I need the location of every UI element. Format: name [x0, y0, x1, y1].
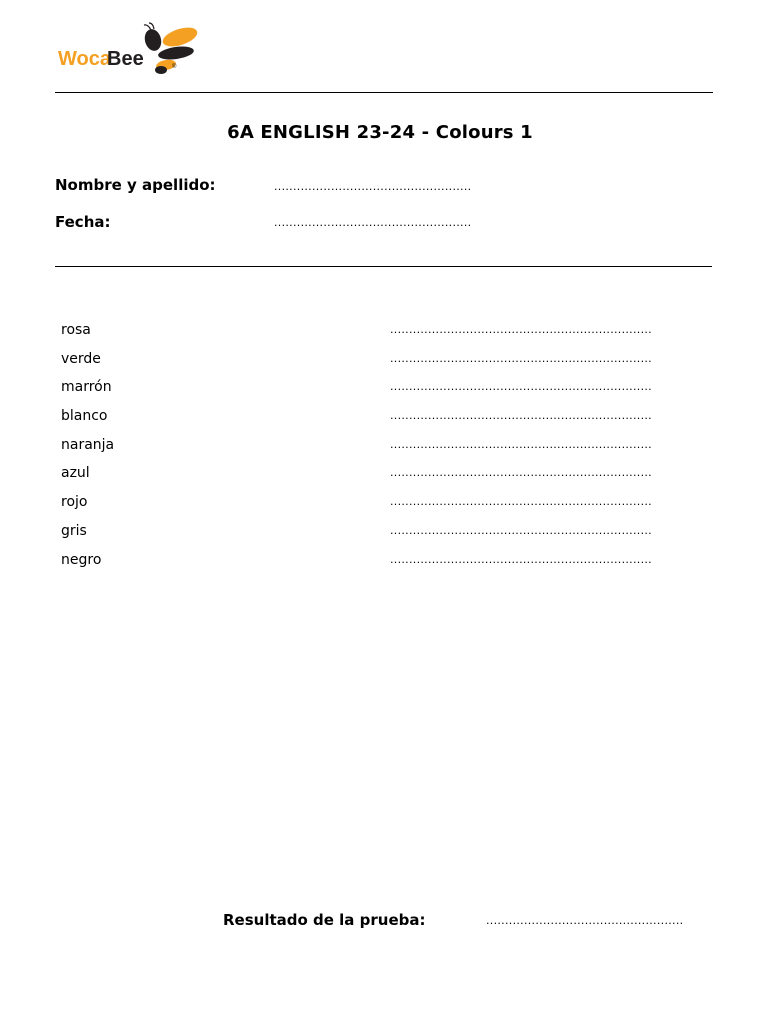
word-prompt: naranja	[61, 436, 115, 453]
word-prompt: rojo	[61, 494, 88, 511]
answer-field[interactable]: .....................................................................	[390, 495, 652, 509]
answer-field[interactable]: .....................................................................	[390, 351, 652, 365]
answer-field[interactable]: .....................................................................	[390, 437, 652, 451]
result-field[interactable]: ....................................................	[486, 914, 684, 927]
date-field[interactable]: ....................................................	[274, 216, 472, 229]
word-prompt: rosa	[61, 322, 91, 338]
registered-mark: ®	[172, 64, 177, 70]
answer-field[interactable]: .....................................................................	[390, 323, 652, 336]
date-label: Fecha:	[55, 213, 111, 231]
list-item	[61, 320, 701, 349]
list-item	[61, 550, 701, 579]
word-prompt: gris	[61, 522, 87, 539]
list-item	[61, 492, 701, 521]
logo-text-bee: Bee	[107, 48, 144, 70]
answer-field[interactable]: .....................................................................	[390, 380, 652, 394]
list-item	[61, 349, 701, 378]
result-label: Resultado de la prueba:	[223, 911, 426, 929]
page-title: 6A ENGLISH 23-24 - Colours 1	[227, 122, 533, 143]
answer-field[interactable]: .....................................................................	[390, 466, 652, 480]
word-prompt: verde	[61, 350, 101, 367]
word-prompt: marrón	[61, 379, 112, 396]
name-label: Nombre y apellido:	[55, 176, 216, 194]
wocabee-logo-graphic	[56, 20, 206, 80]
answer-field[interactable]: .....................................................................	[390, 523, 652, 537]
section-divider	[55, 266, 712, 267]
list-item	[61, 521, 701, 550]
word-prompt: azul	[61, 465, 90, 482]
answer-field[interactable]: .....................................................................	[390, 409, 652, 423]
list-item	[61, 406, 701, 435]
vocabulary-list	[61, 320, 701, 578]
word-prompt: negro	[61, 551, 102, 568]
answer-field[interactable]: .....................................................................	[390, 552, 652, 566]
list-item	[61, 377, 701, 406]
logo-text-woca: Woca	[58, 48, 111, 70]
name-field[interactable]: ....................................................	[274, 180, 472, 193]
header-divider	[55, 92, 713, 93]
list-item	[61, 463, 701, 492]
list-item	[61, 435, 701, 464]
word-prompt: blanco	[61, 408, 108, 425]
wocabee-logo	[56, 20, 206, 80]
